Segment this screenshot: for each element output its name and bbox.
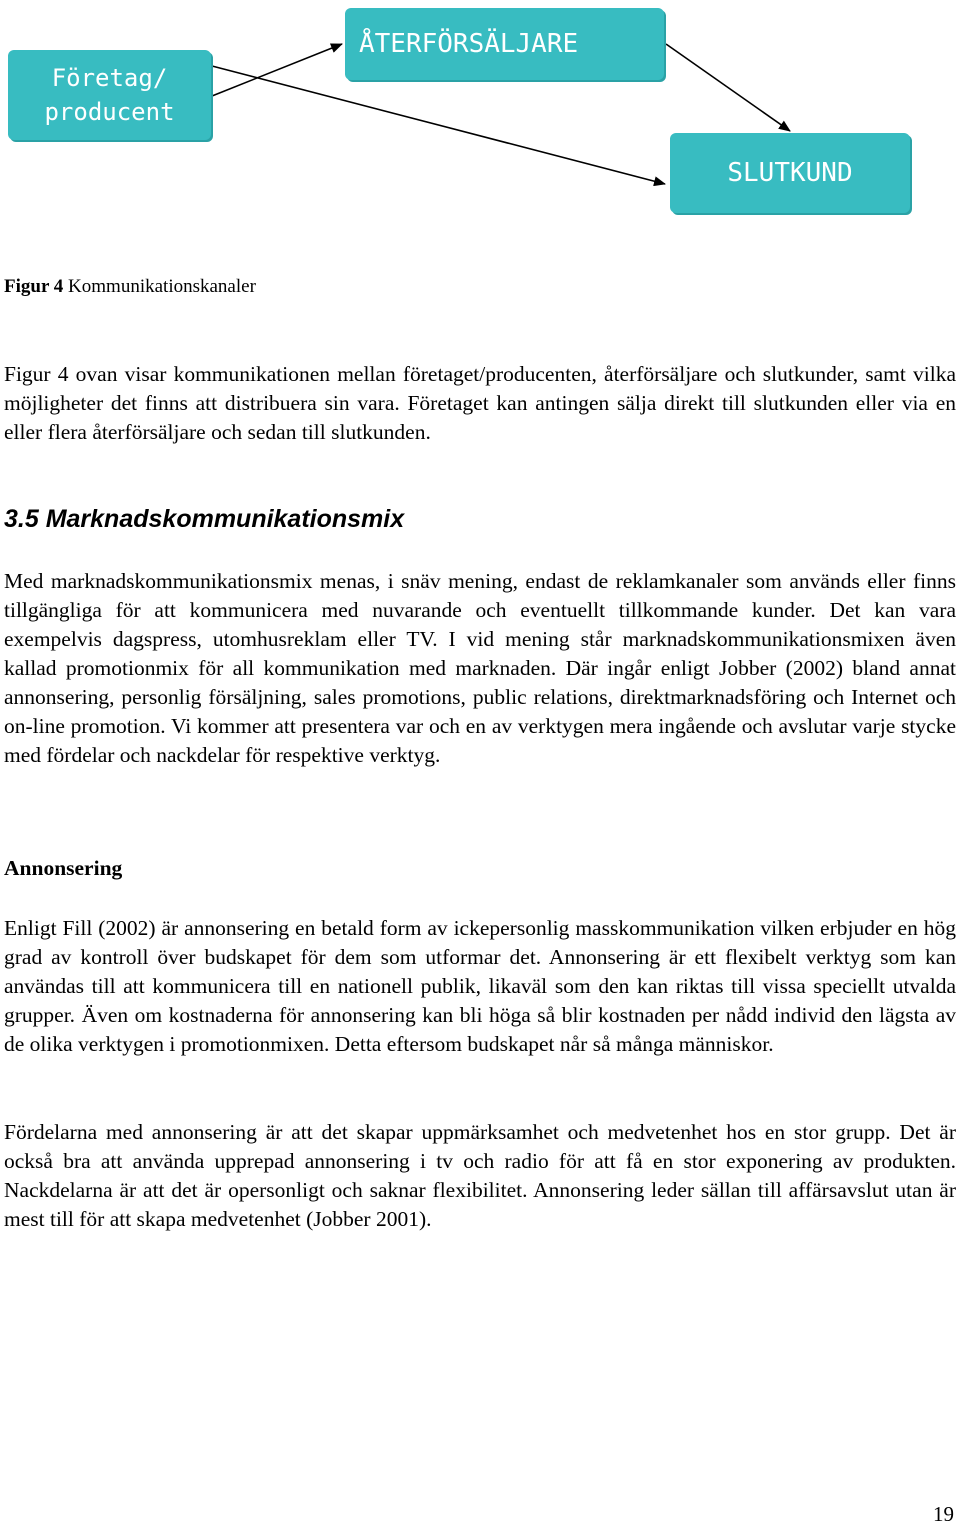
producer-box [8,50,211,140]
figure-caption-text: Kommunikationskanaler [68,276,256,297]
annonsering-heading: Annonsering [4,856,123,880]
figure-caption-label: Figur 4 [4,276,64,297]
customer-box [670,133,910,213]
figure-caption [4,276,956,298]
producer-label-line2: producent [44,98,175,126]
arrow-reseller-to-customer [666,44,790,131]
section-paragraph: Med marknadskommunikationsmix menas, i snäv mening, endast de reklamkanaler som används eller finns tillgängliga för att kommunicera med nuvarande och eventuellt tillkommande kunder. Det kan vara exempelvis dagspress, utomhusreklam eller TV. I vid mening står marknadskommunikationsmixen även kallad promotionmix för all kommunikation med marknaden. Där ingår enligt Jobber (2002) bland annat annonsering, personlig försäljning, sales promotions, public relations, direktmarknadsföring och Internet och on-line promotion. Vi kommer att presentera var och en av verktygen mera ingående och avslutar varje stycke med fördelar och nackdelar för respektive verktyg. [4,569,956,767]
figure-description-paragraph: Figur 4 ovan visar kommunikationen mellan företaget/producenten, återförsäljare och slutkunder, samt vilka möjligheter det finns att distribuera sin vara. Företaget kan antingen sälja direkt till slutkunden eller via en eller flera återförsäljare och sedan till slutkunden. [4,362,956,444]
reseller-box [345,8,664,80]
page-number: 19 [933,1502,954,1526]
annonsering-paragraph-2: Fördelarna med annonsering är att det skapar uppmärksamhet och medvetenhet hos en stor grupp. Det är också bra att använda upprepad annonsering i tv och radio för att få en stor exponering av produkten. Nackdelarna är att det är opersonligt och saknar flexibilitet. Annonsering leder sällan till affärsavslut utan är mest till för att skapa medvetenhet (Jobber 2001). [4,1120,956,1231]
communication-channels-diagram [0,0,960,230]
reseller-label: ÅTERFÖRSÄLJARE [359,29,579,59]
arrow-producer-to-reseller [212,44,342,96]
annonsering-paragraph-1: Enligt Fill (2002) är annonsering en betald form av ickepersonlig masskommunikation vilken erbjuder en hög grad av kontroll över budskapet för dem som utformar det. Annonsering är ett flexibelt verktyg som kan användas till att kommunicera till en nationell publik, likaväl som den kan riktas till vissa speciellt utvalda grupper. Även om kostnaderna för annonsering kan bli höga så blir kostnaden per nådd individ den lägsta av de olika verktygen i promotionmixen. Detta eftersom budskapet når så många människor. [4,916,956,1056]
arrow-producer-to-customer [212,66,665,184]
producer-label-line1: Företag/ [51,64,168,92]
customer-label: SLUTKUND [727,158,853,188]
section-heading: 3.5 Marknadskommunikationsmix [4,505,405,533]
